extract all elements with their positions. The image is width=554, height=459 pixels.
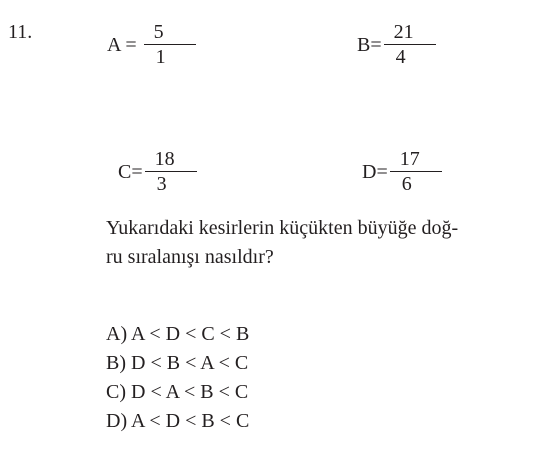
- answer-option-b[interactable]: B) D < B < A < C: [106, 352, 249, 374]
- answer-options: [106, 320, 249, 436]
- fraction-b-label: B=: [357, 33, 382, 56]
- fraction-a-value: [144, 20, 196, 69]
- question-prompt: [106, 214, 546, 272]
- answer-option-a[interactable]: A) A < D < C < B: [106, 323, 250, 345]
- question-prompt-line-1: Yukarıdaki kesirlerin küçükten büyüğe doğ-: [106, 217, 459, 239]
- fraction-d-denominator: 6: [401, 173, 412, 195]
- answer-option-d[interactable]: D) A < D < B < C: [106, 410, 250, 432]
- answer-option-c[interactable]: C) D < A < B < C: [106, 381, 249, 403]
- fraction-c-denominator: 3: [156, 173, 167, 195]
- fraction-c-numerator: 18: [154, 148, 175, 170]
- question-number: 11.: [8, 21, 33, 43]
- fraction-a-denominator: 1: [155, 46, 166, 68]
- question-prompt-line-2: ru sıralanışı nasıldır?: [106, 246, 274, 268]
- fraction-b: [357, 20, 436, 69]
- fraction-a-numerator: 5: [153, 21, 164, 43]
- fraction-c-label: C=: [118, 160, 143, 183]
- fraction-d-label: D=: [362, 160, 388, 183]
- fraction-d-numerator: 17: [399, 148, 420, 170]
- fraction-d: [362, 147, 442, 196]
- fraction-c-value: [145, 147, 197, 196]
- fraction-a-label: A =: [107, 33, 142, 56]
- fraction-b-numerator: 21: [393, 21, 414, 43]
- fraction-d-value: [390, 147, 442, 196]
- fraction-a: [107, 20, 196, 69]
- fraction-c: [118, 147, 197, 196]
- fraction-b-value: [384, 20, 436, 69]
- fraction-b-denominator: 4: [395, 46, 406, 68]
